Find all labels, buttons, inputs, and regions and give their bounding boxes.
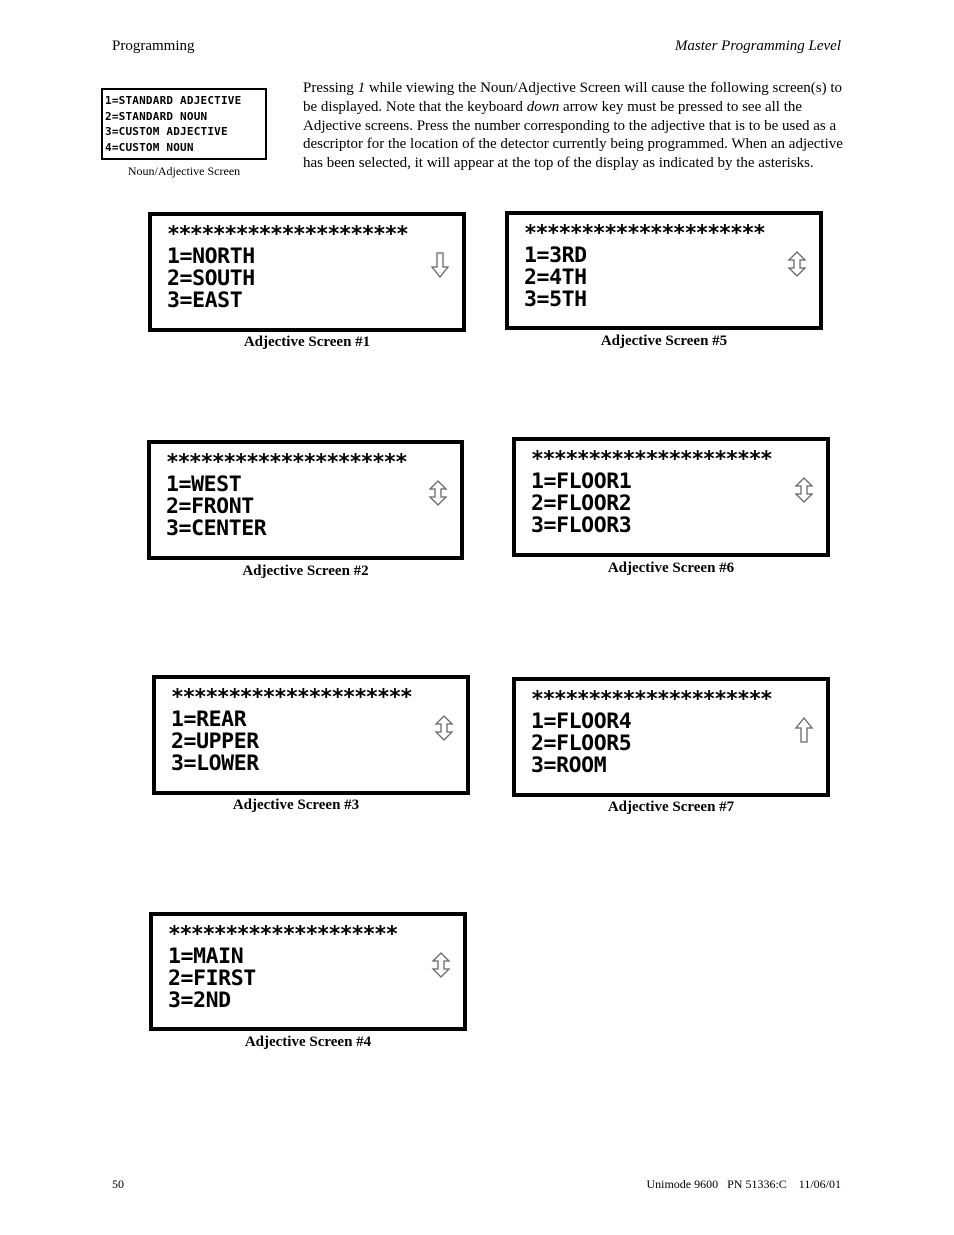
intro-arrow-word: down bbox=[526, 98, 560, 115]
intro-text-2: while viewing the Noun/Adjective Screen will cause the following screen(s) to be displayed. Note that the keyboard bbox=[303, 80, 843, 115]
adjective-screen-2 bbox=[147, 440, 464, 560]
header-chapter: Master Programming Level bbox=[674, 38, 841, 54]
intro-paragraph bbox=[303, 79, 843, 173]
screen-line-1: 1=3RD bbox=[524, 243, 587, 268]
screen-line-3: 3=EAST bbox=[167, 288, 243, 313]
screen-line-1: 1=FLOOR1 bbox=[531, 469, 632, 494]
noun-adjective-caption: Noun/Adjective Screen bbox=[127, 164, 241, 178]
up-arrow-icon bbox=[794, 717, 814, 743]
screen-line-3: 3=2ND bbox=[168, 988, 231, 1013]
adjective-screen-3 bbox=[152, 675, 470, 795]
up-down-arrow-icon bbox=[787, 251, 807, 277]
screen-stars: ******************** bbox=[168, 922, 397, 947]
screen-line-3: 3=ROOM bbox=[531, 753, 607, 778]
noun-line-1: 1=STANDARD ADJECTIVE bbox=[105, 94, 242, 107]
screen-line-3: 3=5TH bbox=[524, 287, 587, 312]
adjective-screen-7 bbox=[512, 677, 830, 797]
intro-text-1: Pressing bbox=[303, 80, 358, 96]
noun-line-4: 4=CUSTOM NOUN bbox=[105, 140, 194, 154]
screen-line-2: 2=FIRST bbox=[168, 966, 256, 991]
screen-stars: ********************* bbox=[167, 222, 408, 247]
noun-adjective-screen bbox=[101, 88, 267, 160]
screen-stars: ********************* bbox=[166, 450, 407, 475]
screen-stars: ********************* bbox=[171, 685, 412, 710]
header-section: Programming bbox=[112, 38, 195, 54]
caption-screen-4: Adjective Screen #4 bbox=[244, 1034, 372, 1050]
page-number: 50 bbox=[112, 1177, 124, 1191]
caption-screen-6: Adjective Screen #6 bbox=[607, 560, 735, 576]
screen-line-1: 1=NORTH bbox=[167, 244, 255, 269]
screen-line-1: 1=MAIN bbox=[168, 944, 244, 969]
caption-screen-5: Adjective Screen #5 bbox=[600, 333, 728, 349]
up-down-arrow-icon bbox=[434, 715, 454, 741]
caption-screen-3: Adjective Screen #3 bbox=[232, 797, 360, 813]
noun-line-3: 3=CUSTOM ADJECTIVE bbox=[105, 125, 228, 138]
screen-line-3: 3=CENTER bbox=[166, 516, 267, 541]
intro-text-3: arrow key must be pressed to see all the Adjective screens. Press the number corresponding to the adjective that is to be used as a descriptor for the location of the detector currently being programmed. When an adjective has been selected, it will appear at the top of the display as indicated by the asterisks. bbox=[303, 98, 843, 172]
caption-screen-7: Adjective Screen #7 bbox=[607, 799, 735, 815]
caption-screen-2: Adjective Screen #2 bbox=[242, 563, 369, 579]
adjective-screen-1 bbox=[148, 212, 466, 332]
screen-line-3: 3=FLOOR3 bbox=[531, 513, 632, 538]
screen-line-2: 2=SOUTH bbox=[167, 266, 255, 291]
screen-stars: ********************* bbox=[531, 687, 772, 712]
up-down-arrow-icon bbox=[428, 480, 448, 506]
screen-line-2: 2=FRONT bbox=[166, 494, 254, 519]
noun-line-2: 2=STANDARD NOUN bbox=[105, 109, 208, 123]
up-down-arrow-icon bbox=[431, 952, 451, 978]
down-arrow-icon bbox=[430, 252, 450, 278]
screen-line-1: 1=FLOOR4 bbox=[531, 709, 632, 734]
document-id: Unimode 9600 PN 51336:C 11/06/01 bbox=[646, 1177, 841, 1191]
screen-line-2: 2=FLOOR5 bbox=[531, 731, 632, 756]
adjective-screen-6 bbox=[512, 437, 830, 557]
screen-stars: ********************* bbox=[524, 221, 765, 246]
screen-line-2: 2=UPPER bbox=[171, 729, 259, 754]
screen-line-2: 2=FLOOR2 bbox=[531, 491, 632, 516]
screen-line-2: 2=4TH bbox=[524, 265, 587, 290]
caption-screen-1: Adjective Screen #1 bbox=[243, 334, 371, 350]
screen-line-1: 1=REAR bbox=[171, 707, 247, 732]
screen-line-3: 3=LOWER bbox=[171, 751, 259, 776]
up-down-arrow-icon bbox=[794, 477, 814, 503]
adjective-screen-4 bbox=[149, 912, 467, 1031]
screen-stars: ********************* bbox=[531, 447, 772, 472]
screen-line-1: 1=WEST bbox=[166, 472, 242, 497]
adjective-screen-5 bbox=[505, 211, 823, 330]
intro-key: 1 bbox=[357, 80, 366, 96]
